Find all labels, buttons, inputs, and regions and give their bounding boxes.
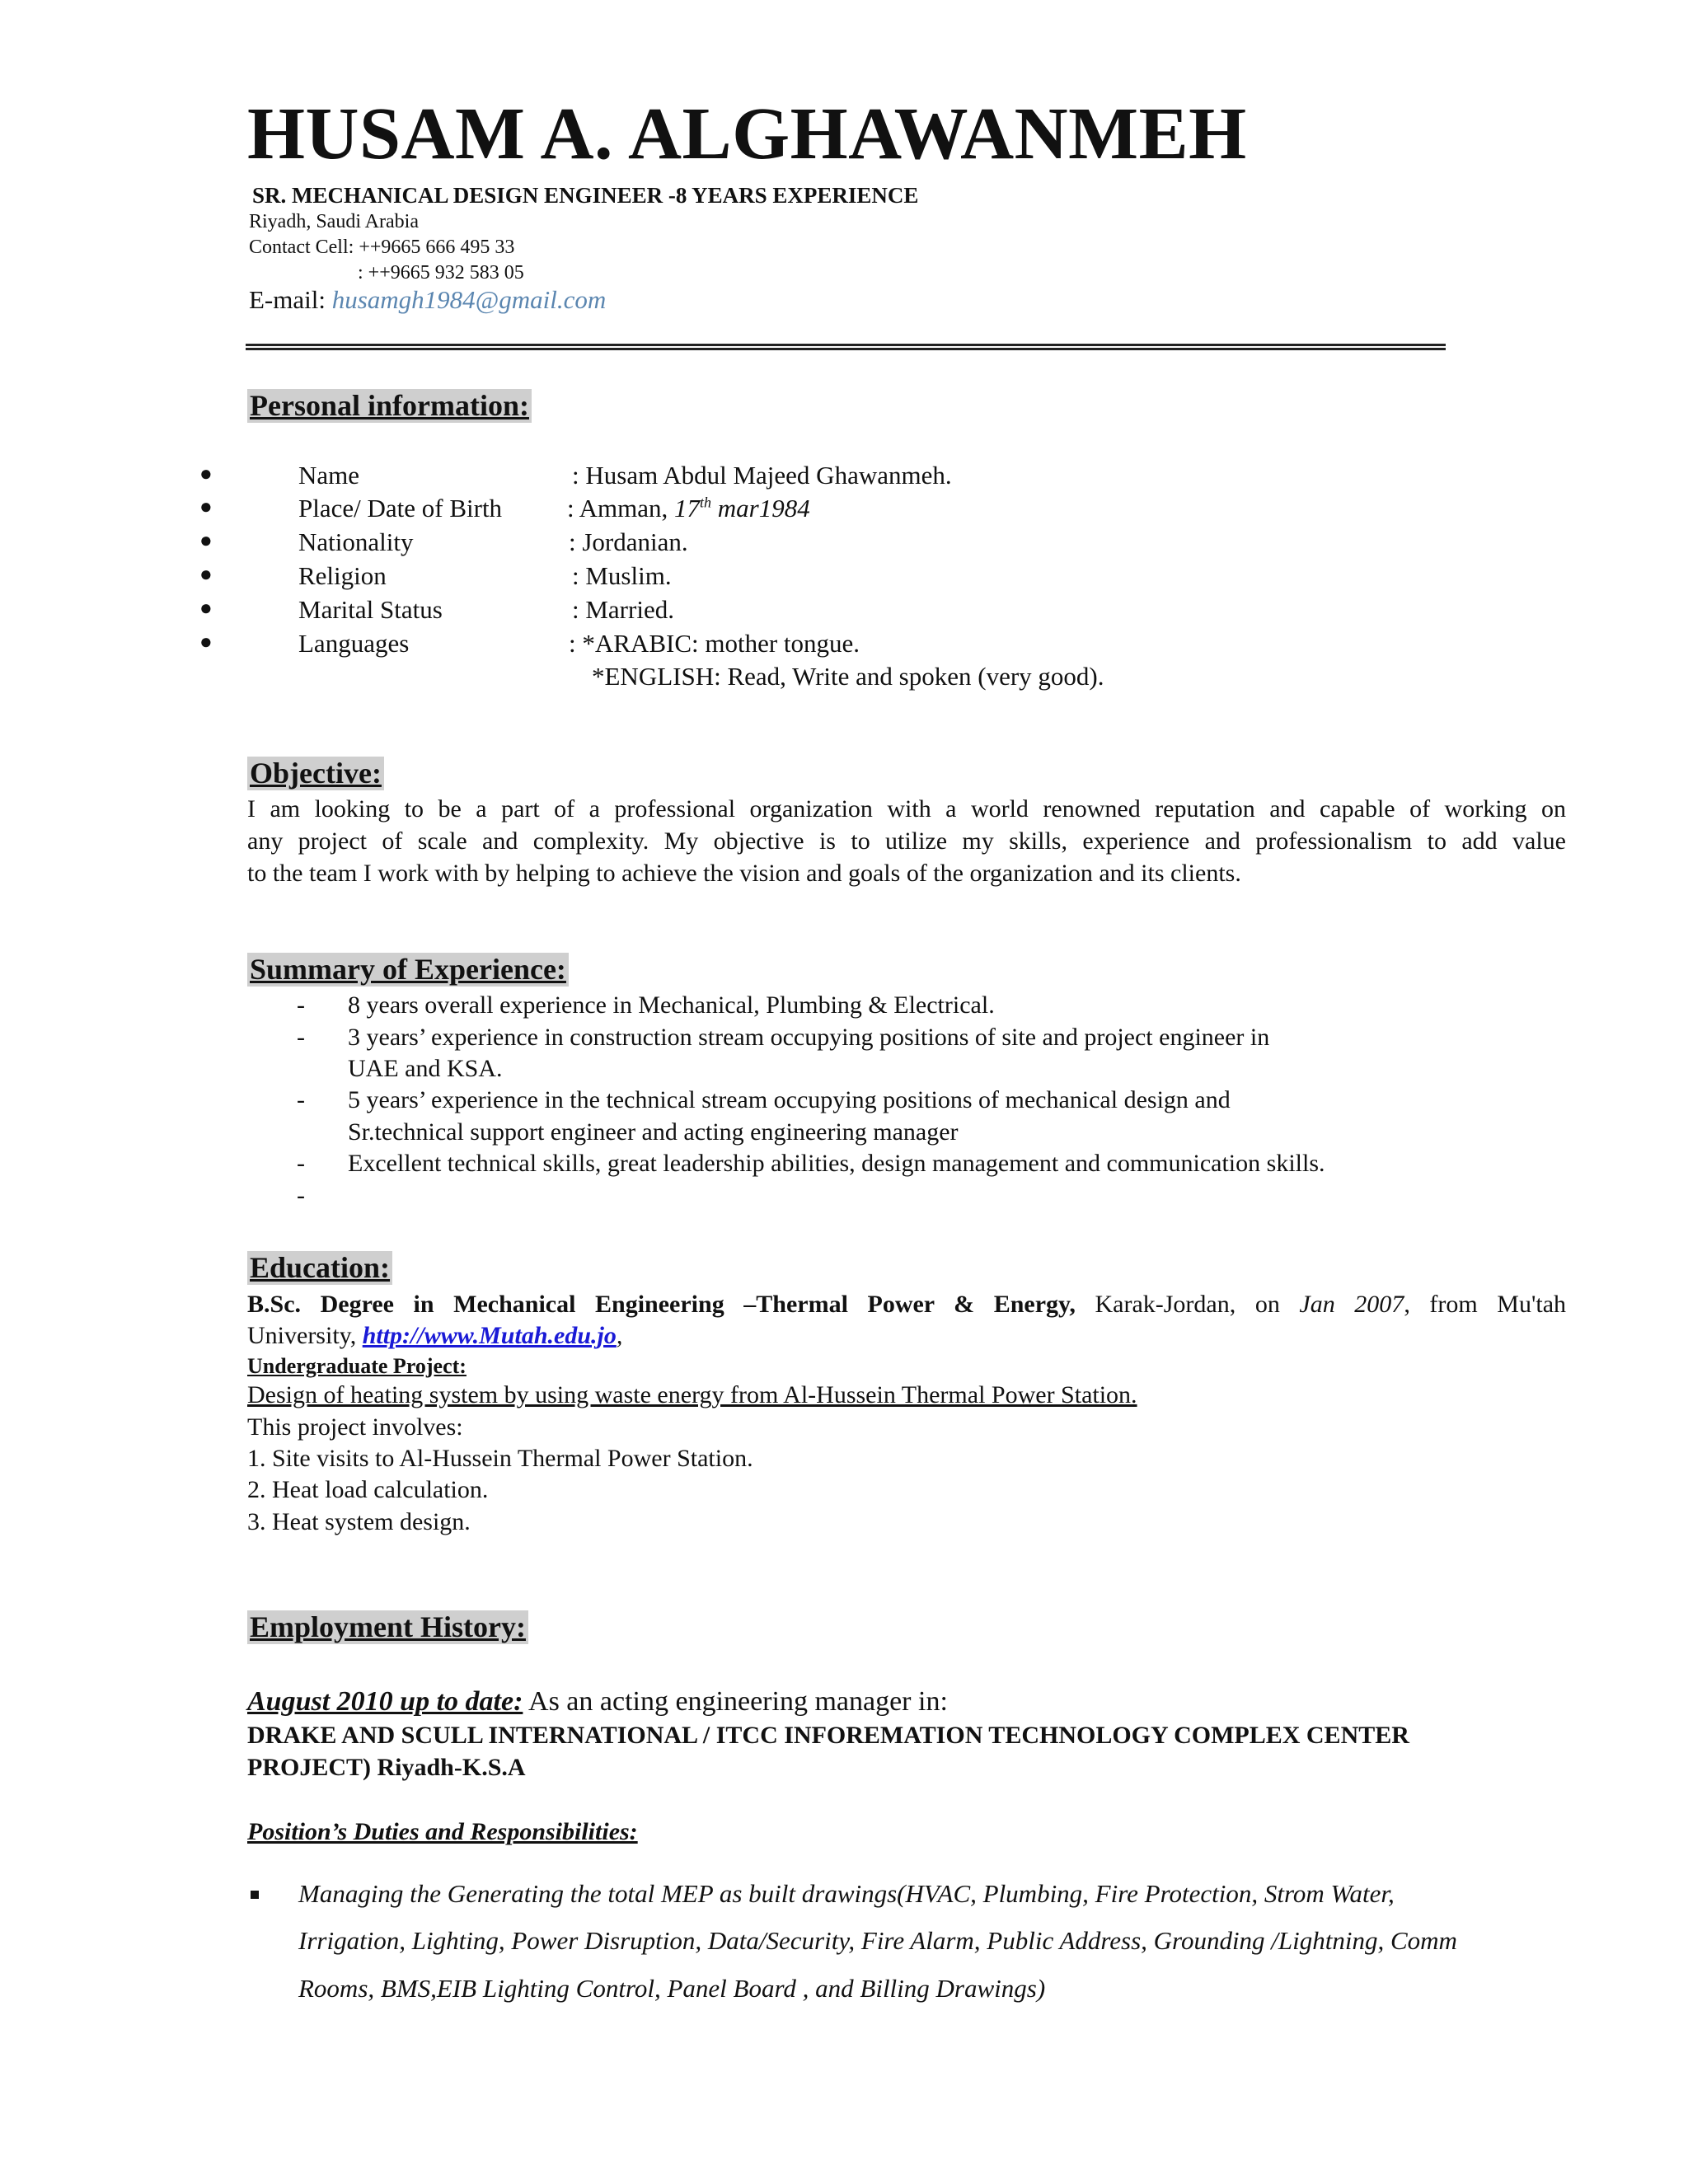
- pi-value-nationality: : Jordanian.: [569, 527, 688, 556]
- duty-line: Managing the Generating the total MEP as built drawings(HVAC, Plumbing, Fire Protection, Strom Water,: [298, 1879, 1395, 1908]
- dash-bullet: -: [297, 1086, 305, 1113]
- dash-bullet: -: [297, 991, 305, 1019]
- objective-line-2: any project of scale and complexity. My objective is to utilize my skills, experience and professionalism to add value: [247, 827, 1566, 855]
- company-line-2: PROJECT) Riyadh-K.S.A: [247, 1754, 526, 1781]
- project-step: 2. Heat load calculation.: [247, 1476, 489, 1503]
- employment-period: August 2010 up to date:: [247, 1686, 523, 1717]
- project-step: 1. Site visits to Al-Hussein Thermal Power Station.: [247, 1445, 753, 1472]
- summary-item: Excellent technical skills, great leadership abilities, design management and communication skills.: [348, 1150, 1325, 1177]
- header-divider-top: [246, 344, 1446, 346]
- company-line-1: DRAKE AND SCULL INTERNATIONAL / ITCC INFOREMATION TECHNOLOGY COMPLEX CENTER: [247, 1722, 1409, 1749]
- project-step: 3. Heat system design.: [247, 1508, 471, 1535]
- dash-bullet: -: [297, 1182, 305, 1209]
- location: Riyadh, Saudi Arabia: [249, 211, 419, 232]
- contact-label: Contact Cell:: [249, 237, 354, 258]
- dash-bullet: -: [297, 1024, 305, 1051]
- job-title: SR. MECHANICAL DESIGN ENGINEER -8 YEARS EXPERIENCE: [252, 183, 919, 208]
- employment-role: As an acting engineering manager in:: [523, 1686, 948, 1717]
- summary-item-cont: Sr.technical support engineer and acting engineering manager: [348, 1118, 959, 1146]
- pi-value-birth: : Amman, 17th mar1984: [567, 494, 810, 523]
- header-divider-bottom: [246, 348, 1446, 350]
- email-row: [249, 285, 606, 315]
- personal-info-heading: Personal information:: [247, 389, 532, 423]
- education-line-2: University, http://www.Mutah.edu.jo,: [247, 1322, 623, 1349]
- education-heading: Education:: [247, 1251, 392, 1285]
- phone-2: : ++9665 932 583 05: [358, 262, 524, 284]
- pi-label-languages: Languages: [298, 629, 410, 658]
- employment-heading: Employment History:: [247, 1610, 528, 1644]
- email-label: E-mail:: [249, 285, 326, 314]
- bullet-icon: ●: [199, 528, 213, 552]
- pi-label-nationality: Nationality: [298, 527, 414, 556]
- project-title: Design of heating system by using waste energy from Al-Hussein Thermal Power Station.: [247, 1381, 1137, 1408]
- pi-value-religion: : Muslim.: [572, 561, 672, 590]
- dash-bullet: -: [297, 1150, 305, 1177]
- pi-label-marital: Marital Status: [298, 595, 443, 624]
- duty-line: Irrigation, Lighting, Power Disruption, Data/Security, Fire Alarm, Public Address, Grounding /Lightning, Comm: [298, 1926, 1457, 1955]
- candidate-name: HUSAM A. ALGHAWANMEH: [247, 93, 1247, 175]
- bullet-icon: ●: [199, 596, 213, 620]
- university-link[interactable]: http://www.Mutah.edu.jo: [362, 1322, 617, 1349]
- education-line-1: B.Sc. Degree in Mechanical Engineering –Thermal Power & Energy, Karak-Jordan, on Jan 2007, from Mu'tah: [247, 1291, 1567, 1318]
- pi-value-marital: : Married.: [572, 595, 674, 624]
- employment-period-row: [247, 1686, 948, 1718]
- pi-value-languages: : *ARABIC: mother tongue.: [569, 629, 860, 658]
- summary-item: 3 years’ experience in construction stream occupying positions of site and project engineer in: [348, 1024, 1270, 1051]
- pi-label-religion: Religion: [298, 561, 387, 590]
- square-bullet-icon: [251, 1891, 259, 1899]
- bullet-icon: ●: [199, 494, 213, 518]
- pi-label-name: Name: [298, 461, 360, 490]
- pi-value-languages-2: *ENGLISH: Read, Write and spoken (very good).: [592, 662, 1104, 691]
- phone-1: ++9665 666 495 33: [359, 237, 515, 258]
- degree: B.Sc. Degree in Mechanical Engineering –Thermal Power & Energy,: [247, 1291, 1076, 1318]
- project-label: Undergraduate Project:: [247, 1354, 467, 1378]
- duty-line: Rooms, BMS,EIB Lighting Control, Panel Board , and Billing Drawings): [298, 1974, 1046, 2003]
- objective-line-1: I am looking to be a part of a professional organization with a world renowned reputation and capable of working on: [247, 795, 1566, 823]
- bullet-icon: ●: [199, 630, 213, 654]
- graduation-date: Jan 2007: [1299, 1291, 1404, 1318]
- summary-item: 5 years’ experience in the technical stream occupying positions of mechanical design and: [348, 1086, 1231, 1113]
- pi-label-birth: Place/ Date of Birth: [298, 494, 503, 523]
- email-link[interactable]: husamgh1984@gmail.com: [331, 285, 607, 314]
- bullet-icon: ●: [199, 562, 213, 586]
- summary-heading: Summary of Experience:: [247, 953, 569, 987]
- duties-heading: Position’s Duties and Responsibilities:: [247, 1818, 638, 1845]
- objective-line-3: to the team I work with by helping to achieve the vision and goals of the organization and its clients.: [247, 860, 1241, 887]
- bullet-icon: ●: [199, 462, 213, 485]
- objective-heading: Objective:: [247, 757, 384, 790]
- contact-row-1: [249, 237, 514, 259]
- summary-item-cont: UAE and KSA.: [348, 1055, 503, 1082]
- pi-value-name: : Husam Abdul Majeed Ghawanmeh.: [572, 461, 952, 490]
- project-involves: This project involves:: [247, 1413, 463, 1441]
- summary-item: 8 years overall experience in Mechanical, Plumbing & Electrical.: [348, 991, 995, 1019]
